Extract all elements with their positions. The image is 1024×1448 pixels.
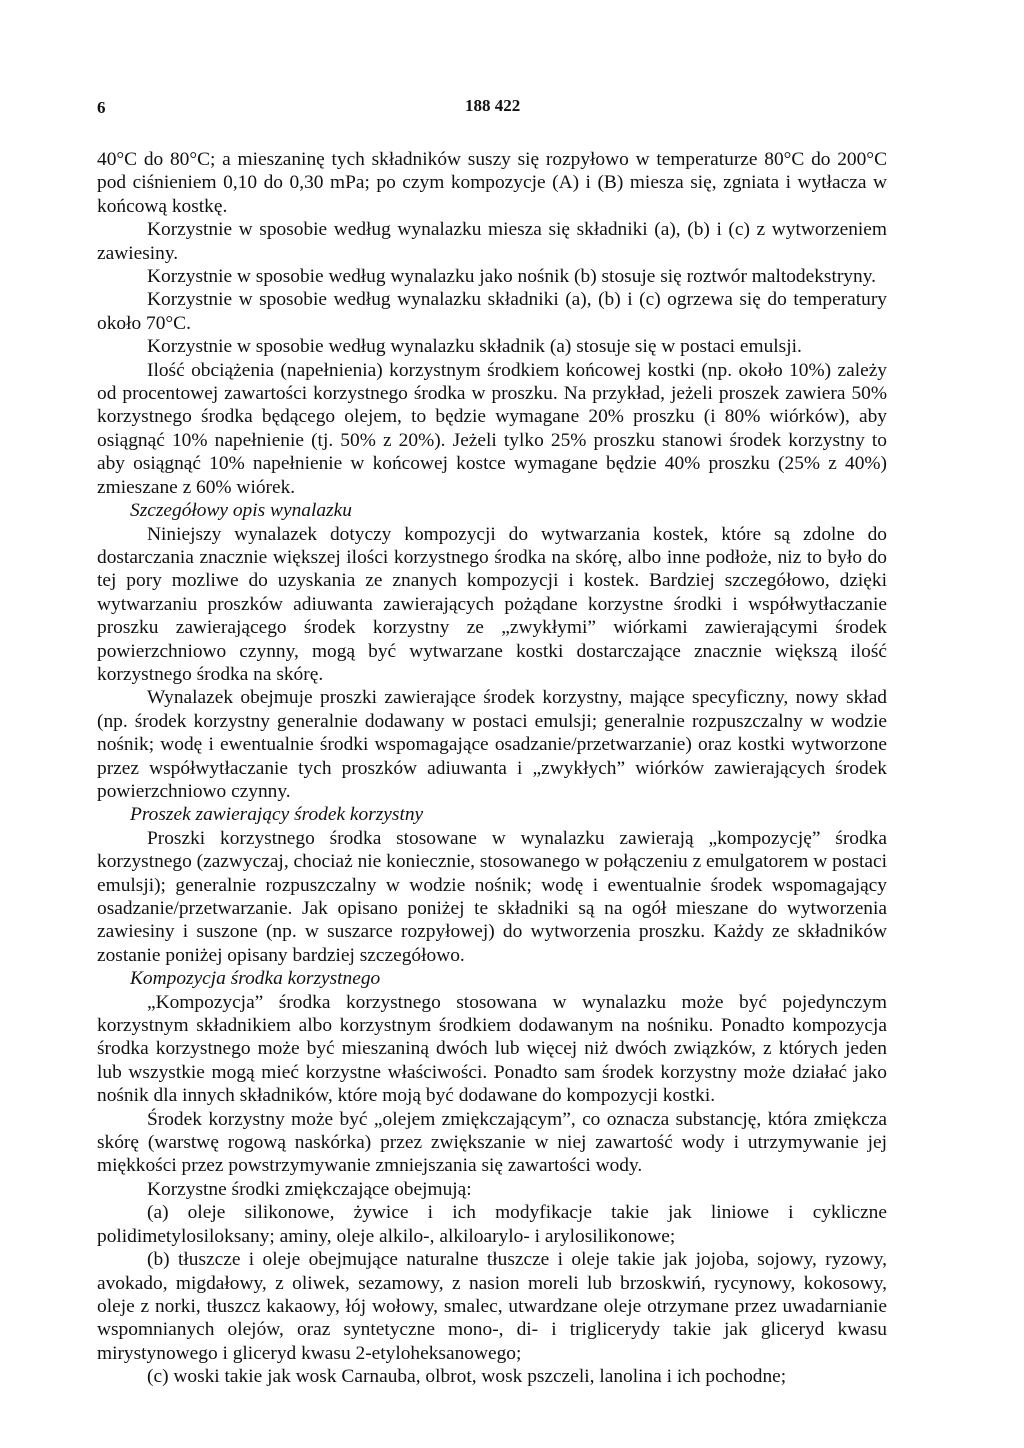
list-item: (c) woski takie jak wosk Carnauba, olbrot, wosk pszczeli, lanolina i ich pochodne; — [147, 1366, 787, 1388]
paragraph: Korzystnie w sposobie według wynalazku jako nośnik (b) stosuje się roztwór maltodekstryny. — [147, 266, 876, 288]
patent-number: 188 422 — [465, 96, 521, 115]
paragraph: „Kompozycja” środka korzystnego stosowana w wynalazku może być pojedynczym korzystnym składnikiem albo korzystnym środkiem dodawanym na nośniku. Ponadto kompozycja środka korzystnego może być mieszaniną dwóch lub więcej niż dwóch związków, z których jeden lub wszystkie mogą mieć korzystne właściwości. Ponadto sam środek korzystny może działać jako nośnik dla innych składników, które moją być dodawane do kompozycji kostki. — [97, 991, 887, 1107]
paragraph: Wynalazek obejmuje proszki zawierające środek korzystny, mające specyficzny, nowy skład (np. środek korzystny generalnie dodawany w postaci emulsji; generalnie rozpuszczalny w wodzie nośnik; wodę i ewentualnie środki wspomagające osadzanie/przetwarzanie) oraz kostki wytworzone przez współwytłaczanie tych proszków adiuwanta i „zwykłych” wiórków zawierających środek powierzchniowo czynny. — [97, 687, 887, 802]
page-number: 6 — [97, 98, 106, 117]
section-heading: Kompozycja środka korzystnego — [130, 968, 381, 990]
paragraph: Korzystnie w sposobie według wynalazku składniki (a), (b) i (c) ogrzewa się do temperatury około 70°C. — [97, 289, 887, 334]
list-item: (a) oleje silikonowe, żywice i ich modyfikacje takie jak liniowe i cykliczne polidimetylosiloksany; aminy, oleje alkilo-, alkiloarylo- i arylosilikonowe; — [97, 1202, 887, 1247]
section-heading: Proszek zawierający środek korzystny — [130, 804, 424, 826]
list-item: (b) tłuszcze i oleje obejmujące naturalne tłuszcze i oleje takie jak jojoba, sojowy, ryzowy, avokado, migdałowy, z oliwek, sezamowy, z nasion moreli lub brzoskwiń, rycynowy, kokosowy, oleje z norki, tłuszcz kakaowy, łój wołowy, smalec, utwardzane oleje otrzymane przez uwadarnianie wspomnianych olejów, oraz syntetyczne mono-, di- i triglicerydy takie jak gliceryd kwasu mirystynowego i gliceryd kwasu 2-etyloheksanowego; — [97, 1249, 887, 1364]
paragraph: Korzystne środki zmiękczające obejmują: — [147, 1178, 472, 1200]
paragraph: Środek korzystny może być „olejem zmiękczającym”, co oznacza substancję, która zmiękcza skórę (warstwę rogową naskórka) przez zwiększanie w niej zawartość wody i utrzymywanie jej miękkości przez powstrzymywanie zmniejszania się zawartości wody. — [97, 1108, 887, 1177]
paragraph: Niniejszy wynalazek dotyczy kompozycji do wytwarzania kostek, które są zdolne do dostarczania znacznie większej ilości korzystnego środka na skórę, albo inne podłoże, niz to było do tej pory mozliwe do uzyskania ze znanych kompozycji i kostek. Bardziej szczegółowo, dzięki wytwarzaniu proszków adiuwanta zawierających pożądane korzystne środki i współwytłaczanie proszku zawierającego środek korzystny ze „zwykłymi” wiórkami zawierającymi środek powierzchniowo czynny, mogą być wytwarzane kostki dostarczające znacznie większą ilość korzystnego środka na skórę. — [97, 523, 887, 685]
paragraph: Korzystnie w sposobie według wynalazku składnik (a) stosuje się w postaci emulsji. — [147, 336, 802, 358]
paragraph: Korzystnie w sposobie według wynalazku miesza się składniki (a), (b) i (c) z wytworzeniem zawiesiny. — [97, 219, 887, 264]
section-heading: Szczegółowy opis wynalazku — [130, 500, 352, 522]
document-body — [97, 148, 887, 1389]
paragraph: Ilość obciążenia (napełnienia) korzystnym środkiem końcowej kostki (np. około 10%) zależy od procentowej zawartości korzystnego środka w proszku. Na przykład, jeżeli proszek zawiera 50% korzystnego środka będącego olejem, to będzie wymagane 20% proszku (i 80% wiórków), aby osiągnąć 10% napełnienie (tj. 50% z 20%). Jeżeli tylko 25% proszku stanowi środek korzystny to aby osiągnąć 10% napełnienie w końcowej kostce wymagane będzie 40% proszku (25% z 40%) zmieszane z 60% wiórek. — [97, 359, 887, 498]
paragraph: Proszki korzystnego środka stosowane w wynalazku zawierają „kompozycję” środka korzystnego (zazwyczaj, chociaż nie koniecznie, stosowanego w połączeniu z emulgatorem w postaci emulsji); generalnie rozpuszczalny w wodzie nośnik; wodę i ewentualnie środek wspomagający osadzanie/przetwarzanie. Jak opisano poniżej te składniki są na ogół mieszane do wytworzenia zawiesiny i suszone (np. w suszarce rozpyłowej) do wytworzenia proszku. Każdy ze składników zostanie poniżej opisany bardziej szczegółowo. — [97, 827, 887, 966]
paragraph-continuation: 40°C do 80°C; a mieszaninę tych składników suszy się rozpyłowo w temperaturze 80°C do 200°C pod ciśnieniem 0,10 do 0,30 mPa; po czym kompozycje (A) i (B) miesza się, zgniata i wytłacza w końcową kostkę. — [97, 149, 887, 217]
